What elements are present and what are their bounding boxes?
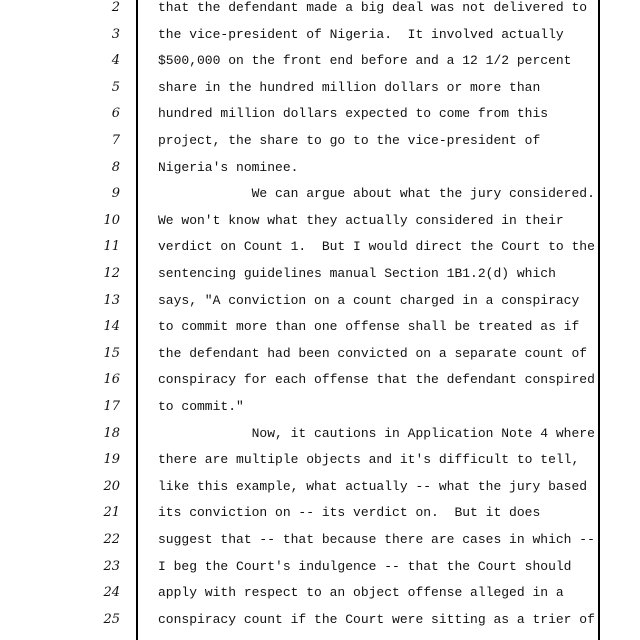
line-number: 14 — [103, 319, 120, 335]
line-text: sentencing guidelines manual Section 1B1.2(d) which — [158, 266, 556, 281]
line-number: 9 — [111, 186, 120, 202]
transcript-line — [0, 133, 600, 160]
line-text: to commit more than one offense shall be treated as if — [158, 319, 580, 335]
transcript-line — [0, 106, 600, 133]
line-text: there are multiple objects and it's difficult to tell, — [158, 452, 580, 468]
line-number: 12 — [103, 266, 120, 281]
transcript-line — [0, 505, 600, 532]
line-number: 18 — [103, 425, 120, 441]
line-number: 10 — [103, 212, 120, 228]
transcript-line — [0, 452, 600, 479]
line-number: 2 — [111, 0, 120, 15]
transcript-line — [0, 426, 600, 453]
line-number: 25 — [103, 611, 120, 627]
line-text: says, "A conviction on a count charged in a conspiracy — [158, 292, 580, 308]
line-number: 22 — [103, 532, 120, 547]
transcript-line — [0, 53, 600, 80]
line-text: share in the hundred million dollars or more than — [158, 79, 541, 95]
line-text: conspiracy count if the Court were sitting as a trier of — [158, 611, 595, 627]
line-text: suggest that -- that because there are cases in which -- — [158, 532, 595, 547]
line-number: 20 — [103, 478, 120, 494]
line-text: its conviction on -- its verdict on. But it does — [158, 505, 541, 521]
line-text: We can argue about what the jury considered. — [158, 186, 595, 202]
transcript-line — [0, 585, 600, 612]
line-text: $500,000 on the front end before and a 12 1/2 percent — [158, 53, 572, 69]
transcript-line — [0, 186, 600, 213]
line-number: 19 — [103, 452, 120, 468]
line-number: 13 — [103, 292, 120, 308]
line-number: 5 — [111, 79, 120, 95]
line-number: 11 — [103, 239, 120, 255]
line-number: 16 — [103, 372, 120, 388]
transcript-line — [0, 27, 600, 54]
line-text: Now, it cautions in Application Note 4 where — [158, 425, 595, 441]
line-number: 8 — [111, 159, 120, 175]
line-number: 24 — [103, 585, 120, 601]
line-text: apply with respect to an object offense alleged in a — [158, 585, 564, 601]
line-text: Nigeria's nominee. — [158, 159, 299, 175]
line-number: 15 — [103, 345, 120, 361]
transcript-line — [0, 319, 600, 346]
line-text: like this example, what actually -- what the jury based — [158, 478, 588, 494]
line-text: that the defendant made a big deal was not delivered to — [158, 0, 588, 15]
transcript-line — [0, 399, 600, 426]
line-text: the defendant had been convicted on a separate count of — [158, 345, 588, 361]
transcript-line — [0, 293, 600, 320]
line-text: I beg the Court's indulgence -- that the Court should — [158, 558, 572, 574]
transcript-line — [0, 266, 600, 293]
transcript-line — [0, 239, 600, 266]
line-text: the vice-president of Nigeria. It involved actually — [158, 26, 564, 42]
line-text: verdict on Count 1. But I would direct the Court to the — [158, 239, 595, 255]
transcript-line — [0, 612, 600, 639]
line-text: We won't know what they actually considered in their — [158, 212, 564, 228]
transcript-line — [0, 372, 600, 399]
line-text: project, the share to go to the vice-president of — [158, 133, 541, 148]
line-number: 7 — [111, 133, 120, 148]
transcript-line — [0, 532, 600, 559]
line-text: conspiracy for each offense that the defendant conspired — [158, 372, 595, 388]
transcript-line — [0, 0, 600, 27]
line-number: 17 — [103, 399, 120, 414]
transcript-line — [0, 80, 600, 107]
line-text: hundred million dollars expected to come from this — [158, 106, 549, 122]
line-number: 4 — [111, 53, 120, 69]
transcript-line — [0, 479, 600, 506]
line-number: 21 — [103, 505, 120, 521]
line-number: 23 — [103, 558, 120, 574]
line-number: 3 — [111, 26, 120, 42]
transcript-line — [0, 559, 600, 586]
line-number: 6 — [111, 106, 120, 122]
transcript-line — [0, 160, 600, 187]
line-text: to commit." — [158, 399, 244, 414]
transcript-line — [0, 346, 600, 373]
transcript-line — [0, 213, 600, 240]
